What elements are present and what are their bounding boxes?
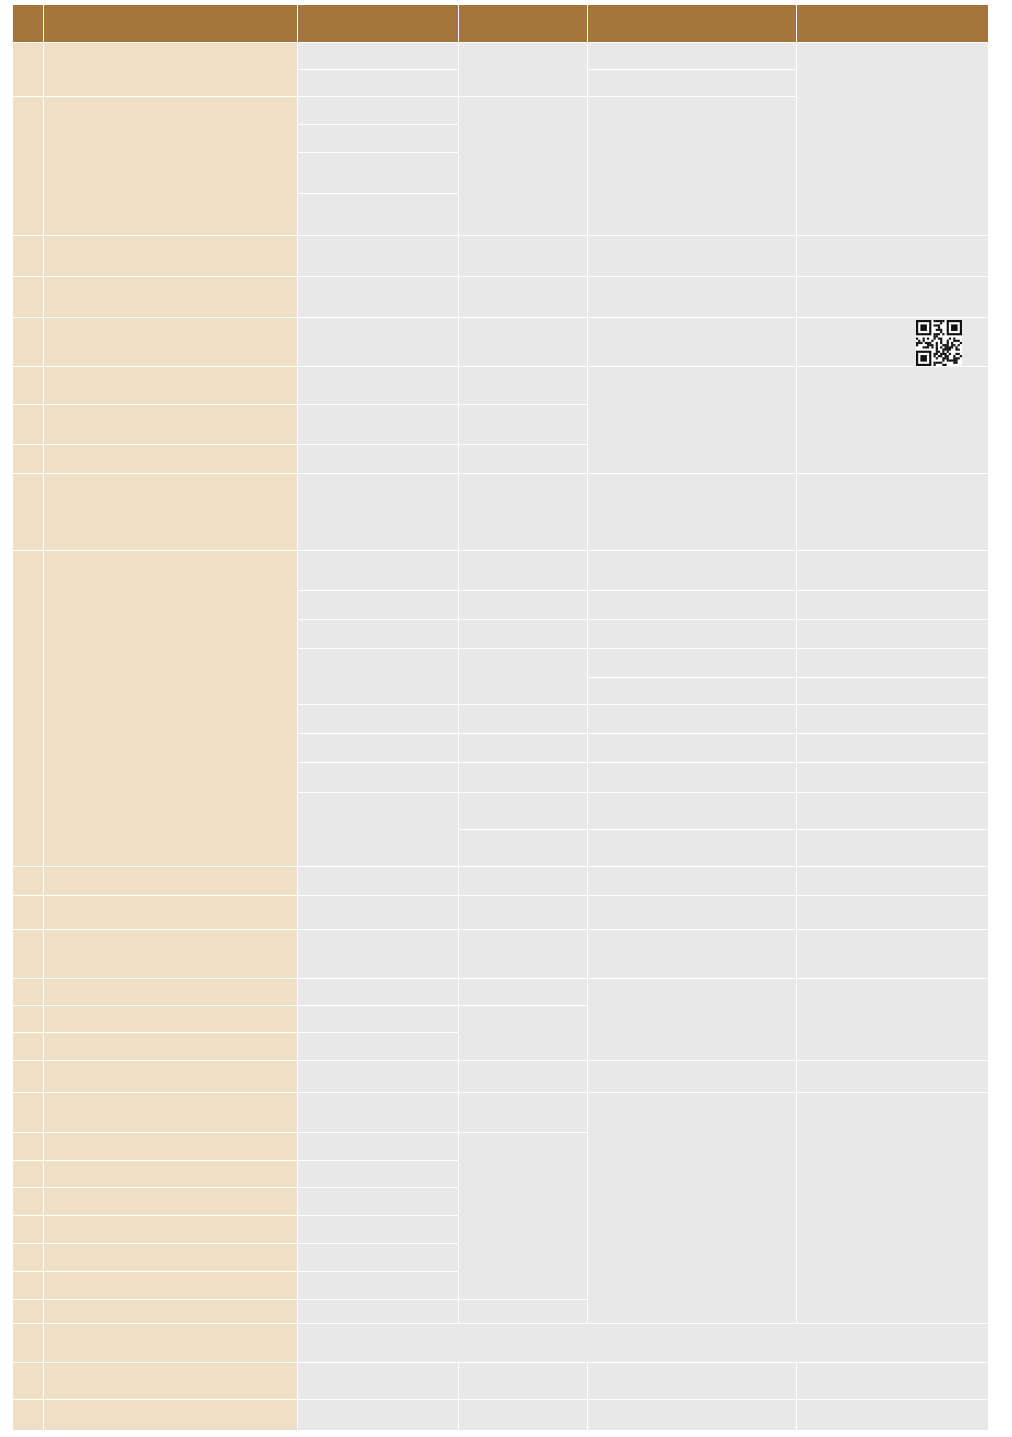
reservation-empty [13, 1061, 43, 1092]
cell-time [459, 830, 587, 866]
cell-contact [797, 979, 988, 1060]
cell-date [298, 591, 458, 619]
cell-date [298, 445, 458, 473]
cell-name [44, 43, 297, 96]
reservation-star-icon [13, 1216, 43, 1243]
cell-time [459, 979, 587, 1005]
cell-date [298, 649, 458, 704]
cell-time [459, 1061, 587, 1092]
reservation-star-icon [13, 1006, 43, 1032]
qr-code-icon [916, 320, 962, 366]
cell-date [298, 930, 458, 978]
cell-date [298, 705, 458, 733]
reservation-empty [13, 367, 43, 404]
cell-contact [797, 620, 988, 648]
cell-place [588, 1363, 796, 1399]
cell-place [588, 1061, 796, 1092]
cell-date [298, 1093, 458, 1132]
cell-name [44, 318, 297, 366]
cell-date [298, 1216, 458, 1243]
header-time [459, 5, 587, 42]
cell-time [459, 930, 587, 978]
cell-name [44, 236, 297, 276]
cell-time [459, 763, 587, 792]
cell-contact [797, 1363, 988, 1399]
reservation-circle-icon [13, 1133, 43, 1160]
cell-date [298, 1033, 458, 1060]
cell-contact [797, 474, 988, 550]
reservation-circle-icon [13, 236, 43, 276]
school-note [298, 1324, 988, 1362]
cell-date [298, 194, 458, 235]
reservation-circle-icon [13, 43, 43, 96]
cell-time [459, 551, 587, 590]
reservation-empty [13, 1093, 43, 1132]
header-contact [797, 5, 988, 42]
cell-date [298, 896, 458, 929]
cell-date [298, 277, 458, 317]
reservation-star-icon [13, 1244, 43, 1271]
cell-place [588, 896, 796, 929]
cell-date [298, 1161, 458, 1187]
cell-time [459, 1093, 587, 1132]
cell-name [44, 1093, 297, 1132]
cell-time [459, 734, 587, 762]
header-place [588, 5, 796, 42]
cell-time [459, 705, 587, 733]
cell-contact [797, 763, 988, 792]
cell-date [298, 734, 458, 762]
cell-time [459, 620, 587, 648]
cell-date [298, 1244, 458, 1271]
cell-name [44, 896, 297, 929]
cell-name [44, 1161, 297, 1187]
cell-name [44, 277, 297, 317]
cell-time [459, 591, 587, 619]
cell-date [298, 1272, 458, 1299]
cell-name [44, 979, 297, 1005]
reservation-star-icon [13, 1300, 43, 1323]
cell-date [298, 405, 458, 444]
cell-date [298, 1133, 458, 1160]
cell-time [459, 793, 587, 829]
cell-date [298, 236, 458, 276]
cell-name [44, 1244, 297, 1271]
cell-time [459, 867, 587, 895]
cell-place [588, 70, 796, 96]
cell-place [588, 277, 796, 317]
reservation-empty [13, 896, 43, 929]
cell-name [44, 1033, 297, 1060]
cell-date [298, 867, 458, 895]
consultation-table [12, 5, 988, 1430]
cell-contact [797, 867, 988, 895]
cell-date [298, 1400, 458, 1430]
cell-time [459, 649, 587, 704]
cell-contact [797, 43, 988, 235]
cell-place [588, 367, 796, 473]
cell-time [459, 367, 587, 404]
cell-name [44, 405, 297, 444]
cell-name [44, 1300, 297, 1323]
cell-time [459, 1400, 587, 1430]
reservation-star-icon [13, 405, 43, 444]
cell-contact [797, 678, 988, 704]
cell-name [44, 1324, 297, 1362]
cell-place [588, 551, 796, 590]
cell-place [588, 1400, 796, 1430]
cell-time [459, 896, 587, 929]
cell-date [298, 474, 458, 550]
cell-place [588, 43, 796, 69]
header-reservation [13, 5, 43, 42]
cell-place [588, 649, 796, 677]
cell-date [298, 763, 458, 792]
reservation-empty [13, 1400, 43, 1430]
cell-time [459, 1300, 587, 1323]
cell-time [459, 1133, 587, 1299]
cell-contact [797, 551, 988, 590]
cell-contact [797, 1061, 988, 1092]
cell-name [44, 474, 297, 550]
cell-contact [797, 1093, 988, 1323]
cell-date [298, 125, 458, 152]
cell-place [588, 97, 796, 235]
cell-contact [797, 830, 988, 866]
cell-date [298, 979, 458, 1005]
reservation-star-icon [13, 1324, 43, 1362]
cell-date [298, 318, 458, 366]
reservation-star-icon [13, 867, 43, 895]
cell-contact [797, 896, 988, 929]
cell-date [298, 1188, 458, 1215]
cell-place [588, 734, 796, 762]
cell-time [459, 236, 587, 276]
cell-time [459, 97, 587, 235]
cell-contact [797, 649, 988, 677]
header-date [298, 5, 458, 42]
cell-date [298, 70, 458, 96]
cell-time [459, 474, 587, 550]
cell-place [588, 979, 796, 1060]
cell-place [588, 763, 796, 792]
cell-name [44, 445, 297, 473]
cell-name [44, 1133, 297, 1160]
cell-name [44, 1216, 297, 1243]
header-service [44, 5, 297, 42]
cell-contact [797, 930, 988, 978]
cell-time [459, 277, 587, 317]
cell-date [298, 551, 458, 590]
cell-place [588, 793, 796, 829]
cell-date [298, 1300, 458, 1323]
cell-name [44, 1363, 297, 1399]
cell-date [298, 153, 458, 193]
cell-contact [797, 236, 988, 276]
cell-time [459, 1006, 587, 1060]
cell-contact [797, 705, 988, 733]
cell-time [459, 43, 587, 96]
cell-contact [797, 1400, 988, 1430]
reservation-empty [13, 474, 43, 550]
reservation-star-icon [13, 1272, 43, 1299]
cell-name [44, 97, 297, 235]
cell-place [588, 867, 796, 895]
cell-date [298, 43, 458, 69]
cell-place [588, 930, 796, 978]
cell-name [44, 867, 297, 895]
cell-date [298, 1363, 458, 1399]
reservation-star-icon [13, 1033, 43, 1060]
reservation-star-icon [13, 97, 43, 235]
cell-name [44, 1188, 297, 1215]
cell-date [298, 793, 458, 866]
cell-name [44, 1400, 297, 1430]
cell-time [459, 405, 587, 444]
cell-name [44, 551, 297, 866]
cell-contact [797, 367, 988, 473]
cell-date [298, 367, 458, 404]
reservation-star-icon [13, 277, 43, 317]
cell-contact [797, 318, 988, 366]
cell-place [588, 474, 796, 550]
cell-place [588, 318, 796, 366]
reservation-circle-icon [13, 445, 43, 473]
reservation-star-icon [13, 1363, 43, 1399]
cell-place [588, 705, 796, 733]
cell-name [44, 1272, 297, 1299]
cell-name [44, 930, 297, 978]
cell-contact [797, 277, 988, 317]
reservation-circle-icon [13, 1161, 43, 1187]
reservation-empty [13, 551, 43, 866]
cell-time [459, 445, 587, 473]
cell-contact [797, 591, 988, 619]
reservation-empty [13, 930, 43, 978]
cell-place [588, 591, 796, 619]
cell-date [298, 1006, 458, 1032]
reservation-star-icon [13, 1188, 43, 1215]
cell-time [459, 1363, 587, 1399]
cell-date [298, 620, 458, 648]
cell-date [298, 1061, 458, 1092]
cell-place [588, 678, 796, 704]
cell-place [588, 1093, 796, 1323]
cell-place [588, 830, 796, 866]
cell-place [588, 236, 796, 276]
reservation-star-icon [13, 979, 43, 1005]
cell-name [44, 1061, 297, 1092]
cell-name [44, 1006, 297, 1032]
cell-contact [797, 734, 988, 762]
reservation-star-icon [13, 318, 43, 366]
cell-place [588, 620, 796, 648]
cell-time [459, 318, 587, 366]
cell-name [44, 367, 297, 404]
cell-date [298, 97, 458, 124]
cell-contact [797, 793, 988, 829]
